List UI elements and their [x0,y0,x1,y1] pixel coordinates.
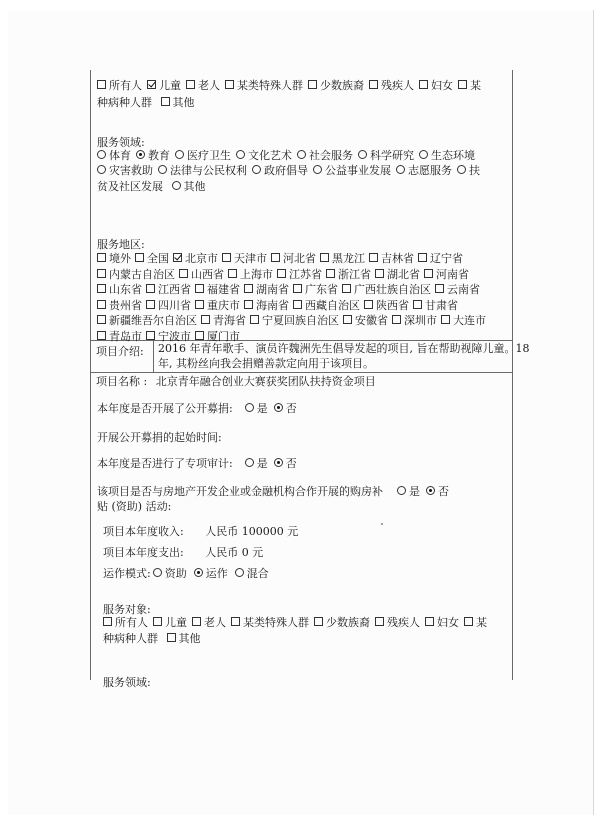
option-4[interactable] [396,164,452,178]
p2-targets-label: 服务对象: [103,603,151,616]
checkbox-icon[interactable] [201,315,210,324]
option-4[interactable] [293,299,360,313]
checkbox-icon[interactable] [435,284,444,293]
checkbox-icon[interactable] [364,300,373,309]
intro-label: 项目介绍: [96,345,144,358]
option-2[interactable] [192,616,226,630]
option-6[interactable] [435,283,480,297]
p2-targets-row-2 [103,632,206,646]
regions-row [97,283,484,297]
option-3[interactable] [231,616,309,630]
checkbox-icon[interactable] [146,300,155,309]
option-1[interactable] [201,314,246,328]
option-label: 妇女 [431,79,453,92]
project-name-label: 项目名称 : [96,375,148,388]
checkbox-icon[interactable] [250,315,259,324]
option-label: 浙江省 [338,267,371,281]
radio-icon[interactable] [396,165,405,174]
option-label: 妇女 [437,616,459,629]
checkbox-icon[interactable] [97,300,106,309]
checkbox-icon[interactable] [308,80,317,89]
option-label: 北京市 [185,252,218,265]
expense-row [103,546,268,560]
checkbox-icon[interactable] [464,617,473,626]
option-label: 政府倡导 [264,164,308,177]
checkbox-icon[interactable] [392,315,401,324]
checkbox-icon[interactable] [441,315,450,324]
option-label: 生态环境 [431,149,475,162]
option-1[interactable] [146,283,191,297]
option-0[interactable] [97,79,142,93]
option-label: 甘肃省 [425,298,458,312]
radio-icon[interactable] [175,150,184,159]
option-label: 法律与公民权利 [170,164,247,177]
table-left-border [90,70,91,680]
checkbox-icon[interactable] [293,300,302,309]
option-5[interactable] [375,268,420,282]
option-4[interactable] [392,314,437,328]
option-6[interactable] [369,252,414,266]
option-label: 某 [470,79,481,92]
p2-targets-other-option[interactable] [167,632,201,646]
option-label: 云南省 [447,283,480,297]
option-0[interactable] [245,457,268,471]
question-label: 运作模式: [103,567,151,580]
checkbox-icon[interactable] [375,269,384,278]
option-5[interactable] [441,314,486,328]
income-label: 项目本年度收入: [103,525,184,538]
option-0[interactable] [97,164,153,178]
checkbox-icon[interactable] [293,284,302,293]
checkbox-icon[interactable] [369,80,378,89]
option-3[interactable] [277,268,322,282]
checkbox-icon[interactable] [97,315,106,324]
option-0[interactable] [97,314,197,328]
scan-speck [381,523,383,525]
checkbox-icon[interactable] [97,253,106,262]
checkbox-icon[interactable] [195,331,204,340]
option-label: 福建省 [207,283,240,297]
checkbox-icon[interactable] [97,331,106,340]
option-label: 老人 [198,79,220,92]
radio-icon[interactable] [153,568,162,577]
option-label: 青海省 [213,314,246,328]
radio-icon[interactable] [358,150,367,159]
regions-row [97,314,490,328]
checkbox-icon[interactable] [271,253,280,262]
option-6[interactable] [413,299,458,313]
option-label: 上海市 [240,267,273,281]
radio-icon[interactable] [457,165,466,174]
option-6[interactable] [419,149,475,163]
p2-targets-row-1 [103,616,492,630]
option-label: 山西省 [191,267,224,281]
option-3[interactable] [222,252,267,266]
option-label: 重庆市 [207,298,240,312]
option-3[interactable] [244,299,289,313]
checkbox-icon[interactable] [231,617,240,626]
option-label: 残疾人 [381,79,414,92]
checkbox-icon[interactable] [418,253,427,262]
option-4[interactable] [297,149,353,163]
option-label: 全国 [147,252,169,265]
checkbox-icon[interactable] [424,269,433,278]
question-label: 本年度是否开展了公开募捐: [97,402,233,415]
option-1[interactable] [153,616,187,630]
option-label: 西藏自治区 [305,298,360,312]
option-2[interactable] [228,268,273,282]
option-label: 天津市 [234,252,267,265]
checkbox-icon[interactable] [153,617,162,626]
option-label: 是 [256,457,268,470]
option-5[interactable] [320,252,365,266]
option-label: 黑龙江 [332,252,365,265]
radio-icon[interactable] [419,150,428,159]
option-1[interactable] [274,402,297,416]
option-1[interactable] [274,457,297,471]
checkbox-icon[interactable] [375,617,384,626]
checkbox-icon[interactable] [342,284,351,293]
checkbox-icon[interactable] [161,97,170,106]
option-label: 老人 [204,616,226,629]
option-label: 运作 [205,567,228,580]
checkbox-icon[interactable] [343,315,352,324]
option-2[interactable] [195,299,240,313]
option-1[interactable] [426,485,449,499]
option-0[interactable] [97,268,175,282]
option-label: 陕西省 [376,298,409,312]
option-label: 体育 [109,149,131,162]
option-label: 教育 [148,149,170,162]
radio-icon[interactable] [274,458,283,467]
radio-icon[interactable] [97,165,106,174]
radio-icon[interactable] [236,150,245,159]
radio-icon[interactable] [252,165,261,174]
option-label: 扶 [469,164,480,177]
income-value: 人民币 100000 元 [205,525,299,538]
fields-row-2 [97,164,485,178]
option-label: 青岛市 [109,330,142,343]
checkbox-icon[interactable] [179,269,188,278]
option-label: 儿童 [159,79,181,92]
option-1[interactable] [158,164,247,178]
radio-icon[interactable] [194,568,203,577]
radio-icon[interactable] [158,165,167,174]
fields-row-1 [97,149,480,163]
regions-row [97,268,473,282]
option-label: 河北省 [283,252,316,265]
regions-row [97,299,462,313]
option-label: 江西省 [158,283,191,297]
option-2[interactable] [252,164,308,178]
checkbox-icon[interactable] [173,253,182,262]
option-label: 广西壮族自治区 [354,283,431,297]
option-5[interactable] [457,164,480,178]
option-label: 文化艺术 [248,149,292,162]
option-label: 大连市 [453,314,486,328]
option-label: 境外 [109,252,131,265]
option-label: 辽宁省 [430,252,463,265]
option-label: 志愿服务 [408,164,452,177]
income-row [103,525,303,539]
targets-row-1 [97,79,486,93]
checkbox-icon[interactable] [225,80,234,89]
checkbox-icon[interactable] [314,617,323,626]
option-2[interactable] [186,79,220,93]
option-label: 其他 [183,180,206,193]
option-0[interactable] [97,149,131,163]
radio-icon[interactable] [245,403,254,412]
option-3[interactable] [225,79,303,93]
option-label: 广东省 [305,283,338,297]
option-7[interactable] [418,252,463,266]
question-label: 该项目是否与房地产开发企业或金融机构合作开展的购房补 [97,485,383,498]
checkbox-icon[interactable] [146,331,155,340]
regions-row [97,252,467,266]
radio-icon[interactable] [245,458,254,467]
option-label: 残疾人 [387,616,420,629]
option-label: 深圳市 [404,314,437,328]
radio-icon[interactable] [313,165,322,174]
option-label: 江苏省 [289,267,322,281]
option-label: 少数族裔 [320,79,364,92]
option-4[interactable] [293,283,338,297]
option-0[interactable] [153,567,187,581]
option-label: 少数族裔 [326,616,370,629]
checkbox-icon[interactable] [419,80,428,89]
divider-before-project [90,372,512,373]
radio-icon[interactable] [235,568,244,577]
mode-row [103,567,276,581]
checkbox-icon[interactable] [228,269,237,278]
checkbox-icon[interactable] [167,633,176,642]
checkbox-icon[interactable] [97,269,106,278]
option-4[interactable] [308,79,364,93]
option-0[interactable] [397,485,420,499]
option-label: 社会服务 [309,149,353,162]
expense-value: 人民币 0 元 [205,546,264,559]
option-5[interactable] [364,299,409,313]
checkbox-icon[interactable] [97,284,106,293]
option-label: 安徽省 [355,314,388,328]
checkbox-icon[interactable] [244,284,253,293]
option-label: 是 [256,402,268,415]
option-7[interactable] [458,79,481,93]
option-5[interactable] [369,79,414,93]
option-3[interactable] [343,314,388,328]
option-3[interactable] [236,149,292,163]
option-label: 厦门市 [207,330,240,343]
option-2[interactable] [235,567,269,581]
intro-label-divider [153,340,154,372]
radio-icon[interactable] [297,150,306,159]
option-label: 所有人 [109,79,142,92]
option-label: 吉林省 [381,252,414,265]
option-0[interactable] [97,330,142,344]
checkbox-icon[interactable] [146,284,155,293]
targets-line2-text: 种病种人群 [97,96,152,109]
fields-other-option[interactable] [172,180,206,194]
checkbox-icon[interactable] [222,253,231,262]
project-name-value: 北京青年融合创业大赛获奖团队扶持资金项目 [155,375,376,388]
option-label: 否 [438,485,449,498]
option-label: 否 [285,457,297,470]
fields-row3-prefix: 贫及社区发展 [97,180,163,193]
option-0[interactable] [245,402,268,416]
intro-line-2: 年, 其粉丝向我会捐赠善款定向用于该项目。 [158,357,374,370]
option-4[interactable] [314,616,370,630]
checkbox-icon[interactable] [97,80,106,89]
option-1[interactable] [179,268,224,282]
option-label: 灾害救助 [109,164,153,177]
radio-icon[interactable] [136,150,145,159]
option-5[interactable] [342,283,431,297]
option-4[interactable] [271,252,316,266]
option-label: 某 [476,616,487,629]
checkbox-icon[interactable] [458,80,467,89]
q4-row-1 [97,485,455,499]
option-6[interactable] [425,616,459,630]
option-label: 贵州省 [109,298,142,312]
checkbox-icon[interactable] [192,617,201,626]
option-6[interactable] [419,79,453,93]
option-5[interactable] [358,149,414,163]
option-label: 儿童 [165,616,187,629]
option-1[interactable] [135,252,169,266]
q4-label-line2: 贴 (资助) 活动: [97,500,172,513]
targets-other-option[interactable] [161,96,195,110]
q3-row [97,457,303,471]
radio-icon[interactable] [274,403,283,412]
option-4[interactable] [326,268,371,282]
expense-label: 项目本年度支出: [103,546,184,559]
option-label: 否 [285,402,297,415]
fields-row-3 [97,180,211,194]
intro-line-1: 2016 年青年歌手、演员许魏洲先生倡导发起的项目, 旨在帮助视障儿童。18 [158,342,530,355]
question-label: 本年度是否进行了专项审计: [97,457,233,470]
table-right-border [512,70,513,680]
regions-label: 服务地区: [97,238,145,251]
option-7[interactable] [464,616,487,630]
project-name-row [96,375,381,389]
option-label: 湖北省 [387,267,420,281]
checkbox-icon[interactable] [195,284,204,293]
option-label: 新疆维吾尔自治区 [109,314,197,328]
radio-icon[interactable] [426,486,435,495]
option-1[interactable] [194,567,228,581]
option-label: 是 [409,485,420,498]
option-2[interactable] [173,252,218,266]
checkbox-icon[interactable] [244,300,253,309]
radio-icon[interactable] [172,181,181,190]
option-2[interactable] [250,314,339,328]
option-3[interactable] [313,164,391,178]
p2-targets-line2-text: 种病种人群 [103,632,158,645]
option-label: 资助 [164,567,187,580]
checkbox-icon[interactable] [326,269,335,278]
option-0[interactable] [97,283,142,297]
option-label: 其他 [172,96,195,109]
option-2[interactable] [175,149,231,163]
checkbox-icon[interactable] [425,617,434,626]
option-label: 湖南省 [256,283,289,297]
option-label: 所有人 [115,616,148,629]
option-1[interactable] [146,299,191,313]
checkbox-icon[interactable] [147,80,156,89]
checkbox-icon[interactable] [135,253,144,262]
option-6[interactable] [424,268,469,282]
option-0[interactable] [97,299,142,313]
option-0[interactable] [103,616,148,630]
option-label: 河南省 [436,267,469,281]
targets-row-2 [97,96,200,110]
option-3[interactable] [244,283,289,297]
option-2[interactable] [195,283,240,297]
option-label: 某类特殊人群 [243,616,309,629]
option-label: 海南省 [256,298,289,312]
p2-fields-label: 服务领域: [103,676,151,689]
checkbox-icon[interactable] [369,253,378,262]
option-label: 山东省 [109,283,142,297]
checkbox-icon[interactable] [186,80,195,89]
radio-icon[interactable] [397,486,406,495]
option-label: 四川省 [158,298,191,312]
option-1[interactable] [147,79,181,93]
checkbox-icon[interactable] [320,253,329,262]
option-label: 宁夏回族自治区 [262,314,339,328]
option-5[interactable] [375,616,420,630]
option-label: 混合 [246,567,269,580]
radio-icon[interactable] [97,150,106,159]
checkbox-icon[interactable] [277,269,286,278]
option-0[interactable] [97,252,131,266]
fields-label: 服务领域: [97,136,145,149]
q1-row [97,402,303,416]
option-label: 科学研究 [370,149,414,162]
checkbox-icon[interactable] [103,617,112,626]
checkbox-icon[interactable] [195,300,204,309]
q2-label: 开展公开募捐的起始时间: [97,431,222,444]
checkbox-icon[interactable] [413,300,422,309]
option-1[interactable] [136,149,170,163]
option-label: 医疗卫生 [187,149,231,162]
option-label: 内蒙古自治区 [109,267,175,281]
option-label: 某类特殊人群 [237,79,303,92]
option-label: 宁波市 [158,330,191,343]
option-label: 公益事业发展 [325,164,391,177]
option-label: 其他 [178,632,201,645]
